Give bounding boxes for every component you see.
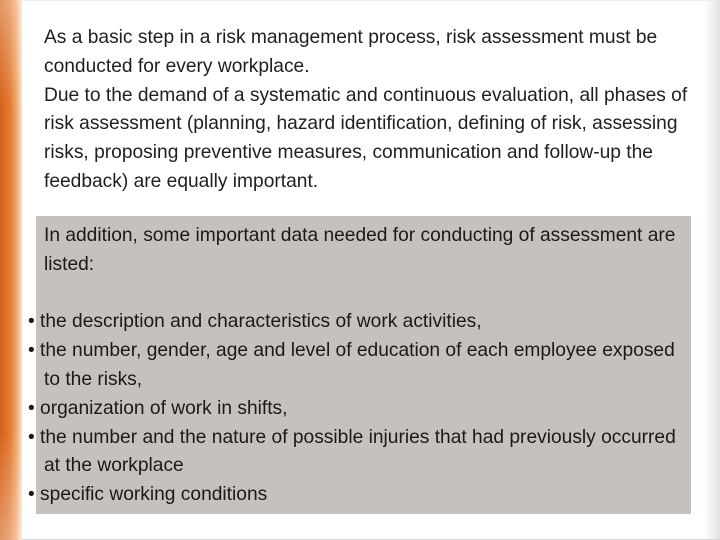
list-item: • the description and characteristics of work activities,: [28, 311, 482, 333]
assessment-data-box: [28, 216, 691, 514]
box-lead-text: In addition, some important data needed for conducting of assessment are listed:: [44, 225, 676, 275]
spacer: [44, 280, 684, 309]
intro-paragraph-2: Due to the demand of a systematic and continuous evaluation, all phases of risk assessment (planning, hazard identification, defining of risk, assessing risks, proposing preventive measures, communication and follow-up the feedback) are equally important.: [44, 84, 688, 192]
left-accent-bar-highlight: [0, 0, 22, 540]
intro-text: [44, 24, 709, 197]
list-item: • the number and the nature of possible injuries that had previously occurred at the workplace: [28, 426, 676, 477]
list-item: • specific working conditions: [28, 484, 268, 506]
list-item: • the number, gender, age and level of education of each employee exposed to the risks,: [28, 340, 675, 390]
list-item: • organization of work in shifts,: [28, 397, 288, 419]
assessment-data-content: [28, 222, 684, 510]
intro-paragraph-1: As a basic step in a risk management process, risk assessment must be conducted for every workplace.: [44, 27, 658, 77]
